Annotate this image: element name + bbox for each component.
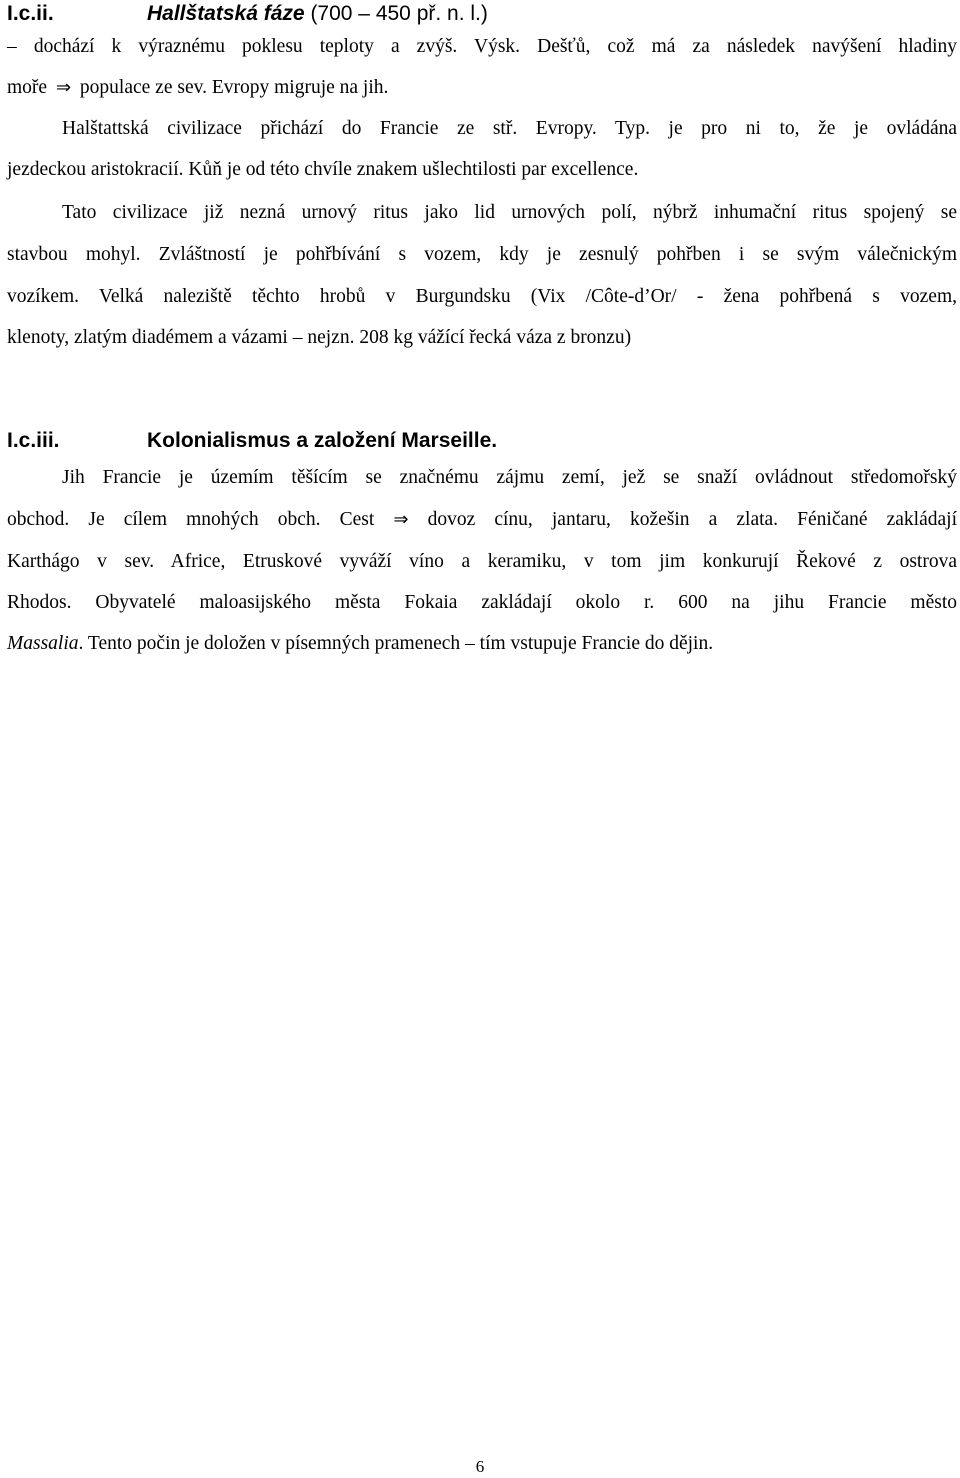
paragraph-line: Karthágo v sev. Africe, Etruskové vyváží víno a keramiku, v tom jim konkurují Řekové z ostrova <box>7 551 957 572</box>
section-title-ii <box>147 1 488 27</box>
paragraph-text: populace ze sev. Evropy migruje na jih. <box>79 77 389 98</box>
city-name-massalia: Massalia <box>7 633 79 654</box>
paragraph-line <box>7 75 957 101</box>
paragraph-line <box>7 507 957 533</box>
paragraph-line <box>7 631 957 657</box>
section-number-ii: I.c.ii. <box>7 2 54 25</box>
paragraph-line: – dochází k výraznému poklesu teploty a zvýš. Výsk. Dešťů, což má za následek navýšení hladiny <box>7 36 957 57</box>
paragraph-text: obchod. Je cílem mnohých obch. Cest <box>7 509 375 530</box>
paragraph-text: . Tento počin je doložen v písemných pramenech – tím vstupuje Francie do dějin. <box>78 633 714 654</box>
paragraph-line: Rhodos. Obyvatelé maloasijského města Fokaia zakládají okolo r. 600 na jihu Francie město <box>7 592 957 613</box>
paragraph-text: dovoz cínu, jantaru, kožešin a zlata. Féničané zakládají <box>427 509 957 530</box>
section-heading-ii <box>7 1 488 27</box>
section-title-ii-name: Hallštatská fáze <box>147 2 305 25</box>
paragraph-line: jezdeckou aristokracií. Kůň je od této chvíle znakem ušlechtilosti par excellence. <box>7 159 639 180</box>
page-number: 6 <box>475 1457 485 1476</box>
section-title-iii: Kolonialismus a založení Marseille. <box>147 429 498 452</box>
section-number-iii: I.c.iii. <box>7 429 60 452</box>
paragraph-text: moře <box>7 77 48 98</box>
implies-arrow-icon: ⇒ <box>55 77 72 98</box>
paragraph-line: stavbou mohyl. Zvláštností je pohřbívání s vozem, kdy je zesnulý pohřben i se svým válečnickým <box>7 244 957 265</box>
paragraph-line: Jih Francie je územím těšícím se značnému zájmu zemí, jež se snaží ovládnout středomořský <box>62 467 957 488</box>
paragraph-line: vozíkem. Velká naleziště těchto hrobů v Burgundsku (Vix /Côte-d’Or/ - žena pohřbená s vozem, <box>7 286 957 307</box>
paragraph-line: klenoty, zlatým diadémem a vázami – nejzn. 208 kg vážící řecká váza z bronzu) <box>7 327 632 348</box>
implies-arrow-icon: ⇒ <box>393 509 409 530</box>
paragraph-line: Halštattská civilizace přichází do Francie ze stř. Evropy. Typ. je pro ni to, že je ovládána <box>62 118 957 139</box>
paragraph-line: Tato civilizace již nezná urnový ritus jako lid urnových polí, nýbrž inhumační ritus spojený se <box>62 202 957 223</box>
section-title-ii-dates: (700 – 450 př. n. l.) <box>310 2 488 25</box>
section-heading-iii <box>7 428 498 454</box>
